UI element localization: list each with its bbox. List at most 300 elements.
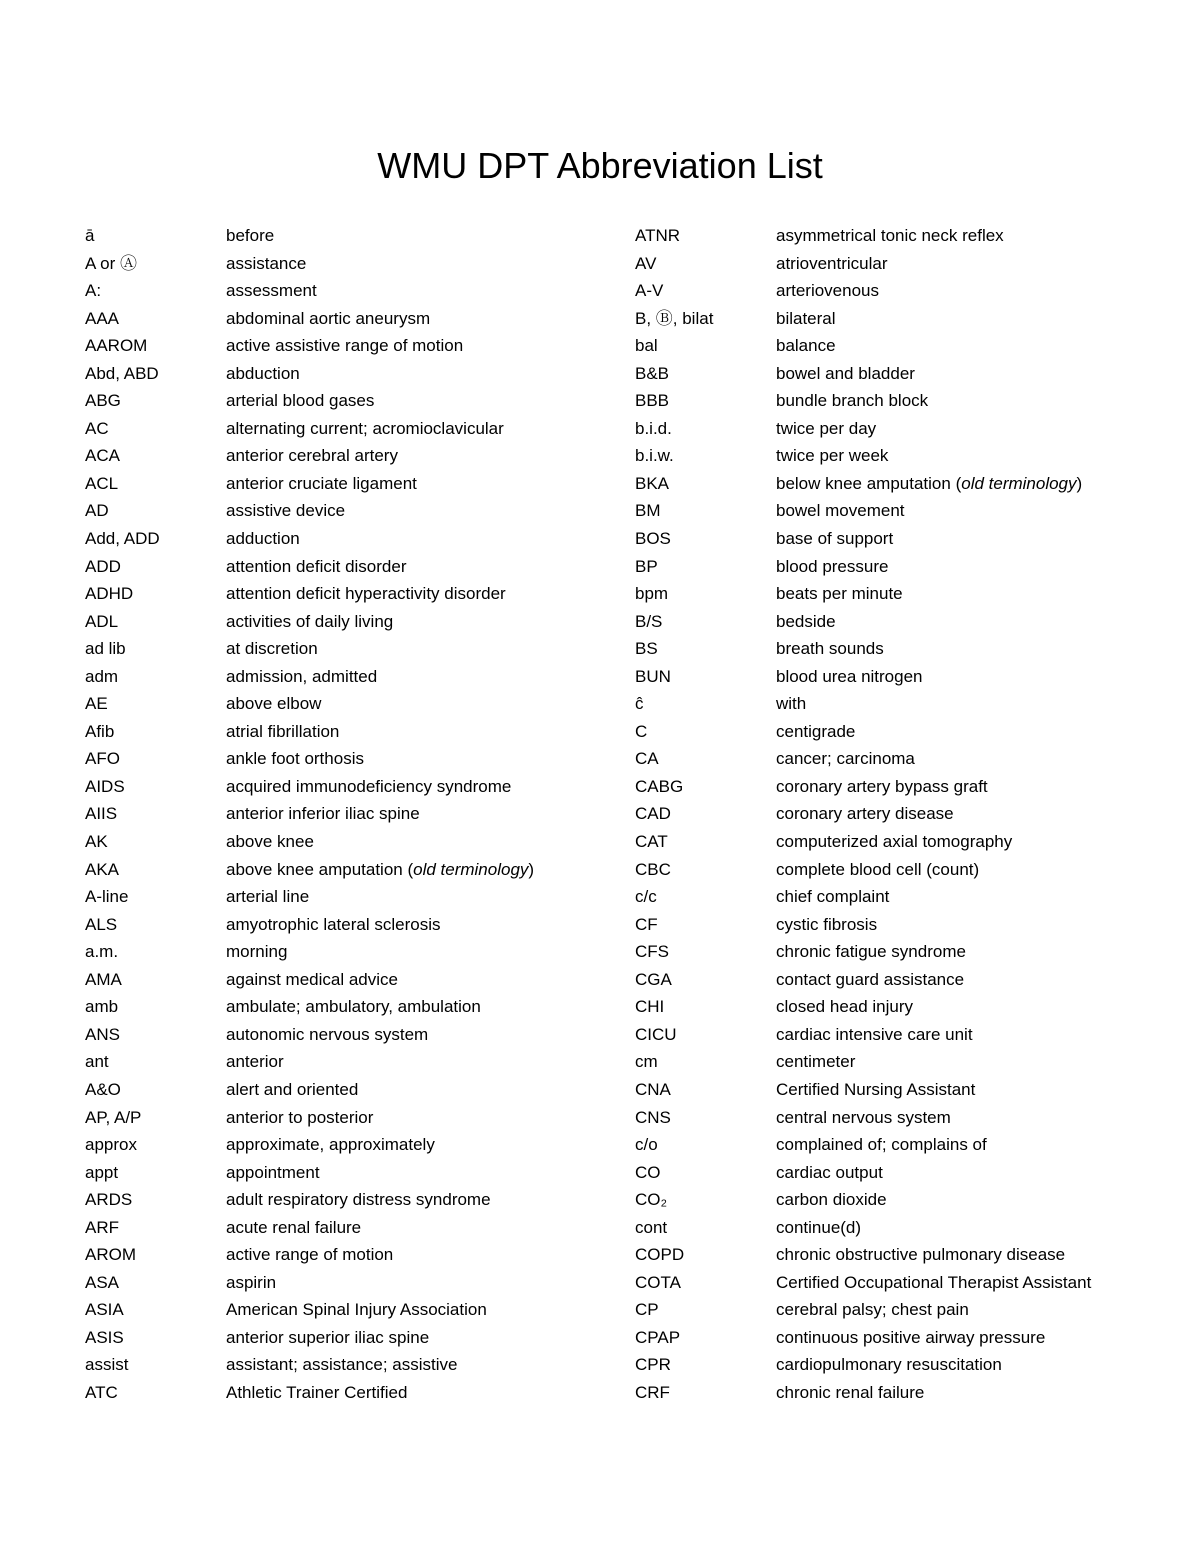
abbreviation-entry <box>635 1379 1175 1407</box>
abbreviation-definition <box>226 938 625 966</box>
definition-text: centimeter <box>776 1052 856 1072</box>
abbreviation-term: cm <box>635 1052 658 1072</box>
definition-text: Certified Nursing Assistant <box>776 1079 976 1099</box>
definition-text: assistant; assistance; assistive <box>226 1355 458 1375</box>
definition-text: bowel movement <box>776 501 905 521</box>
abbreviation-entry <box>635 718 1175 746</box>
abbreviation-definition <box>776 911 1175 939</box>
abbreviation-entry <box>635 1131 1175 1159</box>
abbreviation-definition <box>226 1241 625 1269</box>
definition-text: abduction <box>226 363 300 383</box>
abbreviation-entry <box>635 800 1175 828</box>
definition-text: aspirin <box>226 1272 277 1292</box>
abbreviation-entry <box>85 442 625 470</box>
abbreviation-entry <box>635 1324 1175 1352</box>
abbreviation-term: AAA <box>85 308 120 328</box>
abbreviation-definition <box>776 1296 1175 1324</box>
abbreviation-term: assist <box>85 1355 129 1375</box>
abbreviation-definition <box>226 525 625 553</box>
abbreviation-definition <box>776 1269 1175 1297</box>
abbreviation-entry <box>635 635 1175 663</box>
abbreviation-entry <box>85 1159 625 1187</box>
abbreviation-term: ARDS <box>85 1190 133 1210</box>
abbreviation-definition <box>776 277 1175 305</box>
abbreviation-definition <box>776 1214 1175 1242</box>
abbreviation-definition <box>776 718 1175 746</box>
abbreviation-entry <box>85 1048 625 1076</box>
abbreviation-entry <box>85 553 625 581</box>
definition-text: carbon dioxide <box>776 1190 887 1210</box>
definition-text: bundle branch block <box>776 391 929 411</box>
definition-text: abdominal aortic aneurysm <box>226 308 431 328</box>
abbreviation-entry <box>635 993 1175 1021</box>
abbreviation-term: A-V <box>635 281 664 301</box>
abbreviation-definition <box>776 938 1175 966</box>
abbreviation-entry <box>85 1324 625 1352</box>
abbreviation-term: CF <box>635 914 658 934</box>
abbreviation-entry <box>85 883 625 911</box>
abbreviation-term: Add, ADD <box>85 529 160 549</box>
abbreviation-term: a.m. <box>85 942 119 962</box>
abbreviation-definition <box>226 773 625 801</box>
abbreviation-term: AD <box>85 501 109 521</box>
abbreviation-entry <box>635 360 1175 388</box>
abbreviation-definition <box>776 1104 1175 1132</box>
abbreviation-definition <box>226 911 625 939</box>
abbreviation-definition <box>776 773 1175 801</box>
definition-text: alert and oriented <box>226 1079 359 1099</box>
definition-text: chief complaint <box>776 887 890 907</box>
abbreviation-entry <box>635 553 1175 581</box>
abbreviation-entry <box>635 415 1175 443</box>
definition-text: complete blood cell (count) <box>776 859 980 879</box>
abbreviation-term: CAT <box>635 832 668 852</box>
abbreviation-term: BUN <box>635 666 671 686</box>
abbreviation-definition <box>226 305 625 333</box>
definition-text: above knee <box>226 832 314 852</box>
abbreviation-entry <box>85 718 625 746</box>
abbreviation-term: CHI <box>635 997 665 1017</box>
abbreviation-definition <box>226 553 625 581</box>
abbreviation-definition <box>776 442 1175 470</box>
abbreviation-term: cont <box>635 1217 668 1237</box>
abbreviation-term: ASA <box>85 1272 120 1292</box>
definition-text: anterior <box>226 1052 284 1072</box>
abbreviation-term: ANS <box>85 1024 120 1044</box>
abbreviation-definition <box>226 745 625 773</box>
abbreviation-definition <box>226 993 625 1021</box>
abbreviation-entry <box>635 387 1175 415</box>
abbreviation-term: CBC <box>635 859 671 879</box>
abbreviation-entry <box>85 332 625 360</box>
definition-text: admission, admitted <box>226 666 378 686</box>
abbreviation-term: AIIS <box>85 804 118 824</box>
definition-text-end: ) <box>1076 473 1083 493</box>
definition-text: against medical advice <box>226 969 398 989</box>
definition-text: attention deficit hyperactivity disorder <box>226 584 506 604</box>
abbreviation-definition <box>776 1076 1175 1104</box>
abbreviation-entry <box>635 1186 1175 1214</box>
abbreviation-entry <box>635 250 1175 278</box>
definition-text: below knee amputation ( <box>776 473 962 493</box>
abbreviation-definition <box>226 856 625 884</box>
abbreviation-term: COTA <box>635 1272 681 1292</box>
abbreviation-entry <box>635 277 1175 305</box>
definition-text: assessment <box>226 281 317 301</box>
abbreviation-definition <box>776 690 1175 718</box>
abbreviation-term: ACL <box>85 473 119 493</box>
definition-text: complained of; complains of <box>776 1135 987 1155</box>
abbreviation-entry <box>85 1269 625 1297</box>
definition-text: central nervous system <box>776 1107 951 1127</box>
abbreviation-entry <box>85 1186 625 1214</box>
abbreviation-term: AFO <box>85 749 120 769</box>
abbreviation-entry <box>635 828 1175 856</box>
abbreviation-term: Afib <box>85 721 115 741</box>
abbreviation-definition <box>776 332 1175 360</box>
abbreviation-term: amb <box>85 997 119 1017</box>
definition-text: activities of daily living <box>226 611 394 631</box>
abbreviation-entry <box>635 1159 1175 1187</box>
definition-text: twice per day <box>776 418 877 438</box>
definition-text: bilateral <box>776 308 836 328</box>
abbreviation-definition <box>776 1351 1175 1379</box>
definition-text: closed head injury <box>776 997 914 1017</box>
definition-text: continuous positive airway pressure <box>776 1327 1046 1347</box>
abbreviation-definition <box>226 497 625 525</box>
abbreviation-term: ASIS <box>85 1327 124 1347</box>
abbreviation-definition <box>776 1379 1175 1407</box>
definition-text: continue(d) <box>776 1217 862 1237</box>
abbreviation-term: BP <box>635 556 658 576</box>
definition-text: ankle foot orthosis <box>226 749 364 769</box>
abbreviation-definition <box>776 1186 1175 1214</box>
abbreviation-definition <box>226 470 625 498</box>
definition-text: cardiac intensive care unit <box>776 1024 973 1044</box>
definition-text: cardiac output <box>776 1162 883 1182</box>
abbreviation-entry <box>85 222 625 250</box>
definition-text: centigrade <box>776 721 856 741</box>
abbreviation-definition <box>226 277 625 305</box>
abbreviation-term: AE <box>85 694 108 714</box>
definition-text: bedside <box>776 611 836 631</box>
abbreviation-term: ADHD <box>85 584 134 604</box>
abbreviation-entry <box>85 856 625 884</box>
abbreviation-entry <box>635 911 1175 939</box>
abbreviation-entry <box>85 250 625 278</box>
definition-text: assistive device <box>226 501 346 521</box>
abbreviation-term: A: <box>85 281 102 301</box>
abbreviation-entry <box>85 470 625 498</box>
abbreviation-entry <box>635 773 1175 801</box>
definition-text: blood pressure <box>776 556 889 576</box>
definition-text: attention deficit disorder <box>226 556 407 576</box>
abbreviation-entry <box>85 1131 625 1159</box>
abbreviation-entry <box>85 635 625 663</box>
abbreviation-entry <box>635 1048 1175 1076</box>
abbreviation-definition <box>776 993 1175 1021</box>
abbreviation-definition <box>776 580 1175 608</box>
abbreviation-term: CAD <box>635 804 671 824</box>
definition-text: blood urea nitrogen <box>776 666 923 686</box>
abbreviation-entry <box>635 663 1175 691</box>
abbreviation-entry <box>85 360 625 388</box>
abbreviation-definition <box>776 1159 1175 1187</box>
abbreviation-entry <box>85 1296 625 1324</box>
abbreviation-entry <box>85 1076 625 1104</box>
abbreviation-entry <box>635 222 1175 250</box>
abbreviation-entry <box>635 1351 1175 1379</box>
abbreviation-definition <box>776 222 1175 250</box>
abbreviation-definition <box>776 525 1175 553</box>
abbreviation-entry <box>635 1296 1175 1324</box>
abbreviation-term: A&O <box>85 1079 121 1099</box>
abbreviation-entry <box>85 525 625 553</box>
abbreviation-term: AMA <box>85 969 122 989</box>
abbreviation-term: CPAP <box>635 1327 681 1347</box>
abbreviation-entry <box>85 828 625 856</box>
definition-text: approximate, approximately <box>226 1135 435 1155</box>
definition-text: chronic renal failure <box>776 1382 925 1402</box>
definition-text: arterial line <box>226 887 310 907</box>
abbreviation-term: CRF <box>635 1382 670 1402</box>
abbreviation-definition <box>776 360 1175 388</box>
abbreviation-entry <box>635 1269 1175 1297</box>
abbreviation-term: B, Ⓑ, bilat <box>635 308 714 328</box>
abbreviation-term: AIDS <box>85 776 125 796</box>
abbreviation-term: CNA <box>635 1079 671 1099</box>
abbreviation-definition <box>226 1324 625 1352</box>
definition-text: anterior cruciate ligament <box>226 473 417 493</box>
abbreviation-definition <box>226 1296 625 1324</box>
abbreviation-term: BKA <box>635 473 670 493</box>
abbreviation-definition <box>776 663 1175 691</box>
abbreviation-definition <box>226 332 625 360</box>
definition-text: bowel and bladder <box>776 363 915 383</box>
definition-text: amyotrophic lateral sclerosis <box>226 914 441 934</box>
abbreviation-definition <box>776 1131 1175 1159</box>
abbreviation-term: appt <box>85 1162 119 1182</box>
definition-text: chronic obstructive pulmonary disease <box>776 1245 1066 1265</box>
definition-text: Athletic Trainer Certified <box>226 1382 408 1402</box>
definition-text: active range of motion <box>226 1245 394 1265</box>
abbreviation-entry <box>85 773 625 801</box>
abbreviation-entry <box>85 911 625 939</box>
abbreviation-term: ARF <box>85 1217 119 1237</box>
abbreviation-definition <box>226 1021 625 1049</box>
abbreviation-definition <box>226 1159 625 1187</box>
abbreviation-definition <box>776 856 1175 884</box>
abbreviation-definition <box>226 635 625 663</box>
abbreviation-definition <box>226 580 625 608</box>
definition-text: anterior cerebral artery <box>226 446 398 466</box>
abbreviation-term: ATNR <box>635 226 681 245</box>
abbreviation-term: b.i.w. <box>635 446 674 466</box>
abbreviation-term: CA <box>635 749 659 769</box>
definition-text: coronary artery bypass graft <box>776 776 988 796</box>
definition-text: with <box>776 694 807 714</box>
abbreviation-term: CO <box>635 1162 661 1182</box>
definition-text: cerebral palsy; chest pain <box>776 1300 969 1320</box>
definition-text: arteriovenous <box>776 281 880 301</box>
abbreviation-term: Abd, ABD <box>85 363 159 383</box>
abbreviation-entry <box>85 580 625 608</box>
definition-text: balance <box>776 336 836 356</box>
abbreviation-entry <box>85 690 625 718</box>
definition-text: coronary artery disease <box>776 804 954 824</box>
abbreviation-term: ACA <box>85 446 120 466</box>
abbreviation-term: AK <box>85 832 108 852</box>
abbreviation-term: CNS <box>635 1107 671 1127</box>
definition-text: acute renal failure <box>226 1217 362 1237</box>
abbreviation-entry <box>85 277 625 305</box>
definition-text: alternating current; acromioclavicular <box>226 418 504 438</box>
abbreviation-term: B&B <box>635 363 670 383</box>
abbreviation-term: AP, A/P <box>85 1107 142 1127</box>
definition-note: old terminology <box>413 859 529 879</box>
definition-text: Certified Occupational Therapist Assistant <box>776 1272 1092 1292</box>
abbreviation-definition <box>226 1269 625 1297</box>
abbreviation-definition <box>226 718 625 746</box>
abbreviation-entry <box>635 1021 1175 1049</box>
abbreviation-term: ADL <box>85 611 119 631</box>
abbreviation-term: BOS <box>635 529 671 549</box>
abbreviation-definition <box>226 966 625 994</box>
abbreviation-term: ABG <box>85 391 121 411</box>
definition-text: assistance <box>226 253 307 273</box>
abbreviation-definition <box>776 387 1175 415</box>
definition-text: at discretion <box>226 639 318 659</box>
abbreviation-definition <box>776 553 1175 581</box>
definition-text: adult respiratory distress syndrome <box>226 1190 491 1210</box>
abbreviation-definition <box>776 635 1175 663</box>
abbreviation-term: CPR <box>635 1355 671 1375</box>
definition-text: above elbow <box>226 694 322 714</box>
abbreviation-entry <box>635 332 1175 360</box>
definition-text: beats per minute <box>776 584 903 604</box>
abbreviation-definition <box>226 1186 625 1214</box>
abbreviation-term: CP <box>635 1300 659 1320</box>
abbreviation-entry <box>635 525 1175 553</box>
abbreviation-definition <box>776 745 1175 773</box>
definition-text: anterior superior iliac spine <box>226 1327 430 1347</box>
abbreviation-entry <box>635 442 1175 470</box>
abbreviation-entry <box>635 690 1175 718</box>
abbreviation-entry <box>85 800 625 828</box>
abbreviation-entry <box>635 1076 1175 1104</box>
abbreviation-term: c/o <box>635 1135 658 1155</box>
abbreviation-entry <box>85 1021 625 1049</box>
definition-text: base of support <box>776 529 894 549</box>
abbreviation-entry <box>85 966 625 994</box>
abbreviation-term: B/S <box>635 611 663 631</box>
abbreviation-term: ā <box>85 226 95 245</box>
abbreviation-definition <box>226 1104 625 1132</box>
abbreviation-definition <box>776 497 1175 525</box>
definition-text: ambulate; ambulatory, ambulation <box>226 997 481 1017</box>
definition-text: breath sounds <box>776 639 884 659</box>
abbreviation-definition <box>776 1324 1175 1352</box>
abbreviation-entry <box>635 745 1175 773</box>
abbreviation-definition <box>226 1076 625 1104</box>
abbreviation-entry <box>635 938 1175 966</box>
abbreviation-entry <box>85 745 625 773</box>
abbreviation-term: CO₂ <box>635 1190 668 1210</box>
abbreviation-definition <box>776 828 1175 856</box>
abbreviation-definition <box>226 1379 625 1407</box>
abbreviation-entry <box>85 608 625 636</box>
definition-text: morning <box>226 942 288 962</box>
abbreviation-definition <box>226 1214 625 1242</box>
abbreviation-definition <box>226 222 625 250</box>
abbreviation-term: b.i.d. <box>635 418 672 438</box>
abbreviation-entry <box>85 1104 625 1132</box>
abbreviation-definition <box>226 828 625 856</box>
abbreviation-definition <box>776 415 1175 443</box>
definition-text: arterial blood gases <box>226 391 375 411</box>
definition-text: before <box>226 226 275 245</box>
definition-text: acquired immunodeficiency syndrome <box>226 776 512 796</box>
definition-text: American Spinal Injury Association <box>226 1300 487 1320</box>
abbreviation-entry <box>635 305 1175 333</box>
left-abbreviation-column <box>85 222 625 1407</box>
definition-text: chronic fatigue syndrome <box>776 942 966 962</box>
abbreviation-definition <box>226 1131 625 1159</box>
abbreviation-term: ASIA <box>85 1300 124 1320</box>
abbreviation-term: adm <box>85 666 119 686</box>
abbreviation-term: ATC <box>85 1382 118 1402</box>
abbreviation-definition <box>776 470 1175 498</box>
abbreviation-definition <box>776 966 1175 994</box>
abbreviation-entry <box>635 883 1175 911</box>
abbreviation-term: AAROM <box>85 336 148 356</box>
abbreviation-term: AKA <box>85 859 120 879</box>
definition-text: appointment <box>226 1162 320 1182</box>
abbreviation-entry <box>85 415 625 443</box>
definition-text: above knee amputation ( <box>226 859 414 879</box>
right-abbreviation-column <box>635 222 1175 1407</box>
abbreviation-definition <box>226 387 625 415</box>
abbreviation-entry <box>635 856 1175 884</box>
definition-text: twice per week <box>776 446 889 466</box>
abbreviation-term: C <box>635 721 648 741</box>
abbreviation-term: BS <box>635 639 658 659</box>
abbreviation-entry <box>635 470 1175 498</box>
abbreviation-definition <box>226 360 625 388</box>
abbreviation-term: AROM <box>85 1245 136 1265</box>
abbreviation-entry <box>85 305 625 333</box>
definition-text: atrial fibrillation <box>226 721 340 741</box>
abbreviation-definition <box>226 250 625 278</box>
abbreviation-entry <box>85 1351 625 1379</box>
abbreviation-entry <box>635 966 1175 994</box>
abbreviation-definition <box>776 305 1175 333</box>
abbreviation-entry <box>85 1214 625 1242</box>
abbreviation-definition <box>226 415 625 443</box>
abbreviation-definition <box>776 608 1175 636</box>
definition-text: cancer; carcinoma <box>776 749 915 769</box>
abbreviation-entry <box>635 1241 1175 1269</box>
abbreviation-entry <box>85 387 625 415</box>
abbreviation-definition <box>226 883 625 911</box>
abbreviation-entry <box>635 580 1175 608</box>
definition-text: anterior inferior iliac spine <box>226 804 420 824</box>
abbreviation-term: BM <box>635 501 661 521</box>
abbreviation-definition <box>226 690 625 718</box>
abbreviation-definition <box>226 442 625 470</box>
abbreviation-term: ant <box>85 1052 109 1072</box>
abbreviation-definition <box>226 800 625 828</box>
